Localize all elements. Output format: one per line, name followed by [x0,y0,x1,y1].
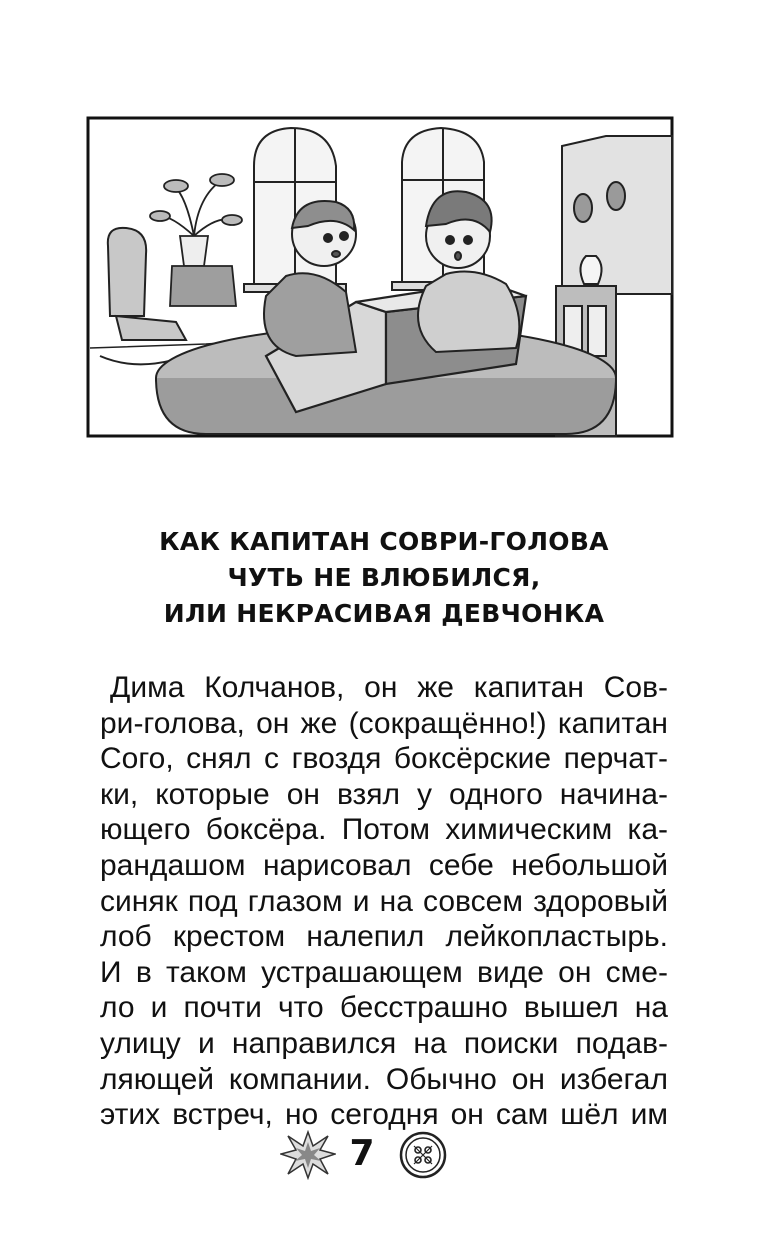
chapter-illustration [86,116,674,438]
page-number: 7 [349,1133,375,1174]
chapter-title-line: ЧУТЬ НЕ ВЛЮБИЛСЯ, [227,563,541,592]
chapter-title-line: ИЛИ НЕКРАСИВАЯ ДЕВЧОНКА [163,599,605,628]
text-line: улицу и направился на поиски подав- [100,1026,668,1060]
text-line: ляющей компании. Обычно он избегал [100,1062,668,1096]
text-line: ки, которые он взял у одного начина- [100,777,668,811]
text-line: этих встреч, но сегодня он сам шёл им [100,1098,668,1132]
button-icon [398,1130,448,1180]
text-line: ющего боксёра. Потом химическим ка- [100,813,668,847]
boys-opening-box-illustration [86,116,674,438]
text-line: ло и почти что бесстрашно вышел на [100,991,668,1025]
text-line: синяк под глазом и на совсем здоровый [100,884,668,918]
chapter-title [100,524,668,632]
text-line: рандашом нарисовал себе небольшой [100,848,668,882]
text-line: Дима Колчанов, он же капитан Сов- [110,671,668,704]
chapter-title-line: КАК КАПИТАН СОВРИ-ГОЛОВА [159,527,609,556]
star-burst-icon [280,1130,336,1180]
text-line: ри-голова, он же (сокращённо!) капитан [100,706,668,740]
text-line: лоб крестом налепил лейкопластырь. [100,920,668,954]
text-line: И в таком устрашающем виде он сме- [100,955,668,989]
body-paragraph [100,670,668,1133]
text-line: Сого, снял с гвоздя боксёрские перчат- [100,742,668,776]
